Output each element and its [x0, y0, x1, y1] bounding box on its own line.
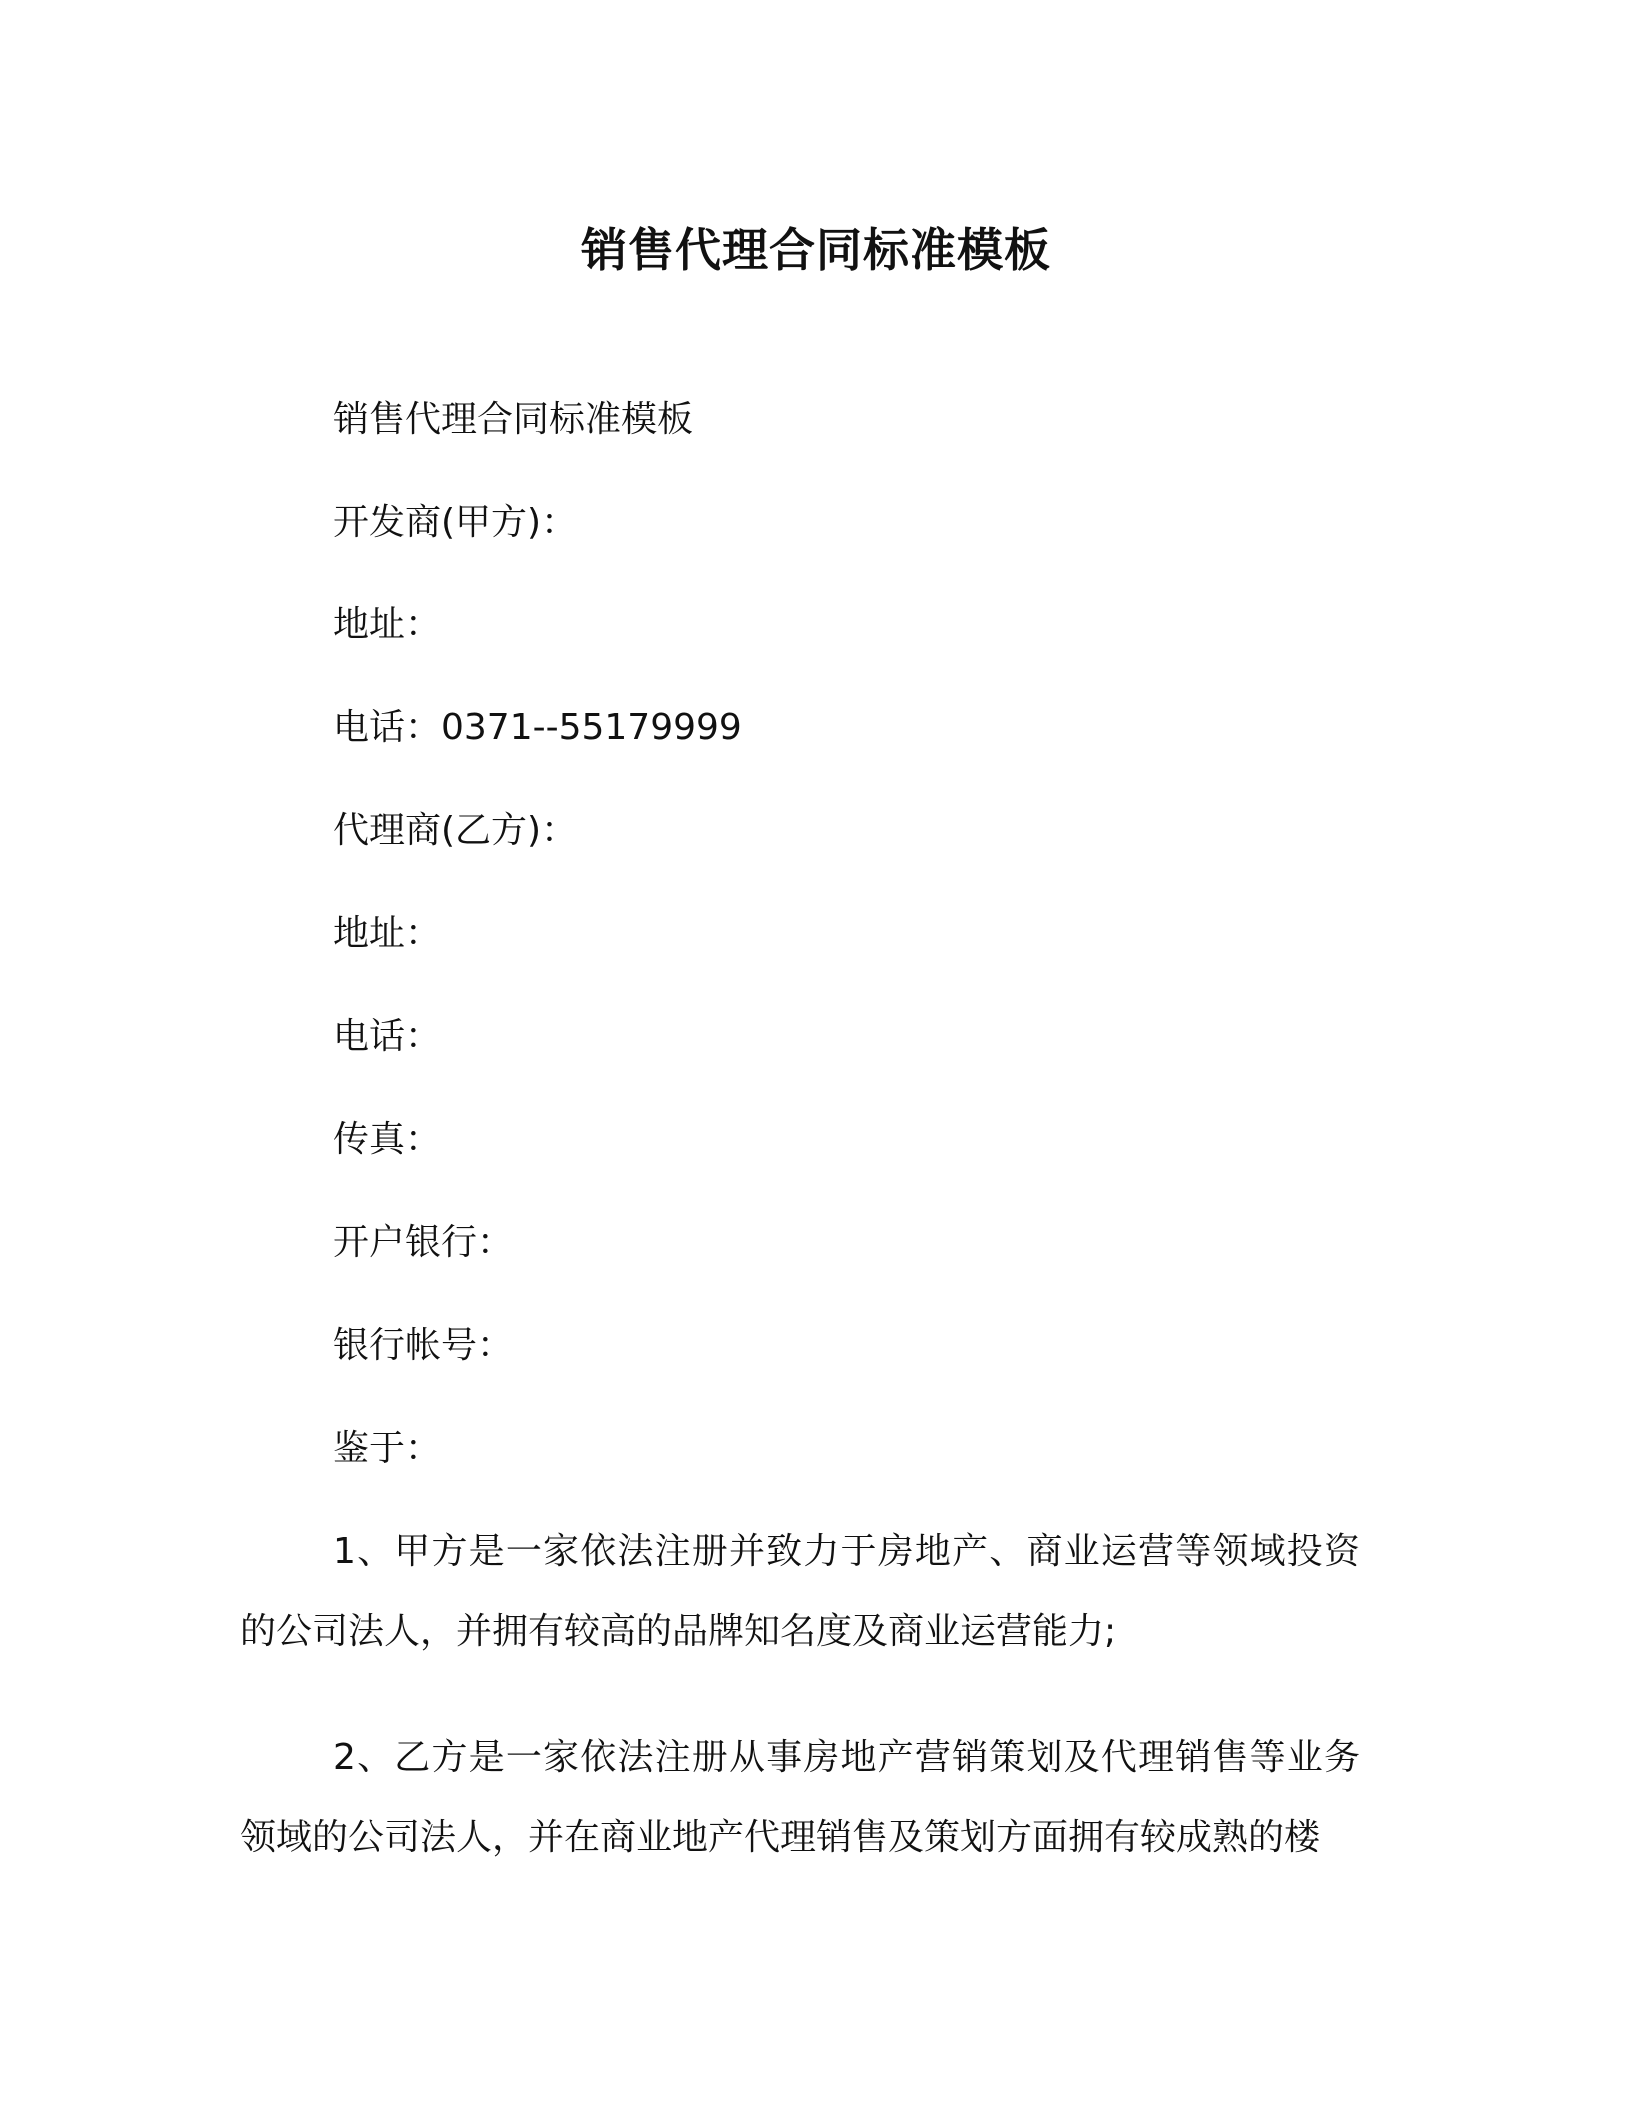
- clause-1: 1、甲方是一家依法注册并致力于房地产、商业运营等领域投资的公司法人，并拥有较高的品牌知名度及商业运营能力;: [240, 1531, 1360, 1652]
- clause-2: 2、乙方是一家依法注册从事房地产营销策划及代理销售等业务领域的公司法人，并在商业地产代理销售及策划方面拥有较成熟的楼: [240, 1737, 1360, 1858]
- party-b-fax: 传真：: [333, 1119, 442, 1160]
- party-b-address: 地址：: [333, 913, 442, 954]
- party-a-label: 开发商(甲方)：: [333, 502, 578, 543]
- document-title: 销售代理合同标准模板: [581, 223, 1051, 277]
- party-b-account: 银行帐号：: [333, 1325, 514, 1366]
- document-subtitle: 销售代理合同标准模板: [333, 399, 694, 440]
- party-b-phone: 电话：: [333, 1016, 442, 1057]
- party-a-address: 地址：: [333, 604, 442, 645]
- whereas-heading: 鉴于：: [333, 1428, 442, 1469]
- party-b-bank: 开户银行：: [333, 1222, 514, 1263]
- party-b-label: 代理商(乙方)：: [333, 810, 578, 851]
- party-a-phone: 电话：0371--55179999: [333, 707, 742, 748]
